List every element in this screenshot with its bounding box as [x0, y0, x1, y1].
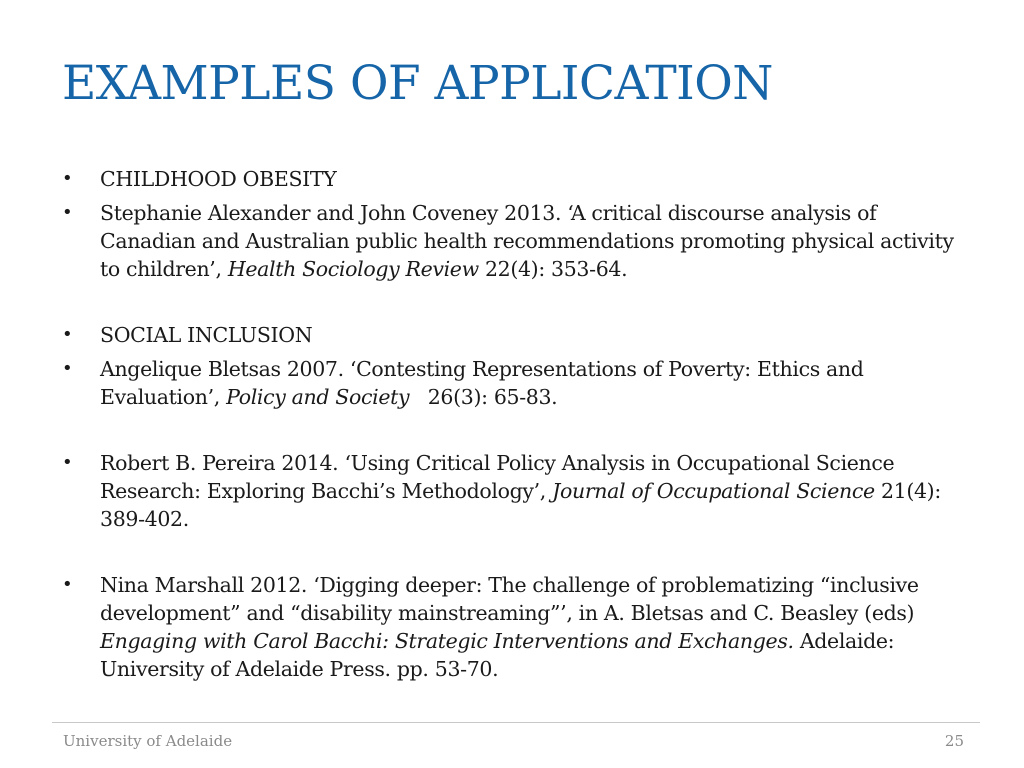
bullet-reference-marshall — [62, 571, 962, 683]
reference-citation: 22(4): 353-64. — [478, 257, 628, 281]
bullet-reference-pereira — [62, 449, 962, 533]
bullet-reference-bletsas — [62, 355, 962, 411]
bullet-list — [62, 165, 962, 683]
bullet-text: CHILDHOOD OBESITY — [100, 167, 337, 191]
reference-text: Nina Marshall 2012. ‘Digging deeper: The challenge of problematizing “inclusive development” and “disability mainstreaming”’, in A. Bletsas and C. Beasley (eds) — [100, 573, 919, 625]
footer-divider — [52, 722, 980, 723]
footer-institution: University of Adelaide — [63, 732, 233, 750]
bullet-dot: • — [62, 358, 73, 379]
journal-title: Health Sociology Review — [227, 257, 479, 281]
bullet-dot: • — [62, 202, 73, 223]
reference-citation: 26(3): 65-83. — [409, 385, 558, 409]
reference-citation: 21(4): 389-402. — [100, 479, 941, 531]
reference-citation: Adelaide: University of Adelaide Press. pp. 53-70. — [100, 629, 895, 681]
bullet-dot: • — [62, 168, 73, 189]
reference-text: Robert B. Pereira 2014. ‘Using Critical Policy Analysis in Occupational Science Research: Exploring Bacchi’s Methodology’, — [100, 451, 895, 503]
bullet-dot: • — [62, 324, 73, 345]
bullet-reference-alexander — [62, 199, 962, 283]
page-number: 25 — [944, 732, 964, 750]
bullet-text: SOCIAL INCLUSION — [100, 323, 313, 347]
bullet-social-inclusion — [62, 321, 962, 349]
reference-text: Stephanie Alexander and John Coveney 2013. ‘A critical discourse analysis of Canadian and Australian public health recommendations promoting physical activity to children’, — [100, 201, 954, 281]
bullet-dot: • — [62, 574, 73, 595]
journal-title: Journal of Occupational Science — [552, 479, 875, 503]
reference-text: Angelique Bletsas 2007. ‘Contesting Representations of Poverty: Ethics and Evaluation’, — [100, 357, 864, 409]
bullet-dot: • — [62, 452, 73, 473]
book-title: Engaging with Carol Bacchi: Strategic Interventions and Exchanges. — [100, 629, 794, 653]
slide-title: EXAMPLES OF APPLICATION — [62, 56, 773, 111]
bullet-childhood-obesity — [62, 165, 962, 193]
journal-title: Policy and Society — [226, 385, 410, 409]
